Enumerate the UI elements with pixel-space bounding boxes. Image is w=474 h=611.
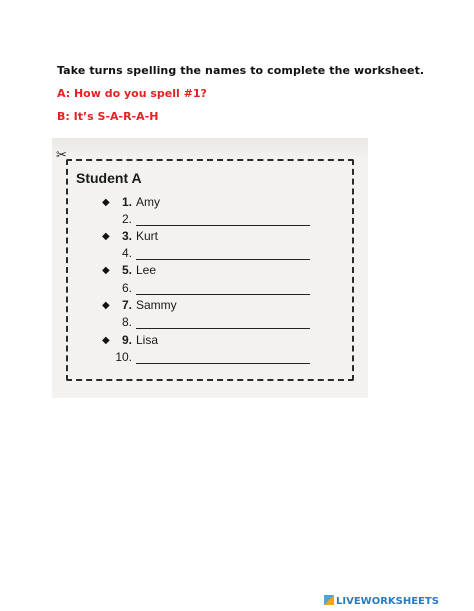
item-number: 4. <box>121 246 132 260</box>
item-name: Lee <box>136 263 157 277</box>
item-name: Kurt <box>136 229 159 243</box>
answer-blank[interactable] <box>136 225 310 226</box>
diamond-icon: ◆ <box>102 335 110 346</box>
item-number: 7. <box>121 298 132 312</box>
answer-blank[interactable] <box>136 294 310 295</box>
item-number: 1. <box>121 195 132 209</box>
worksheet-heading: Student A <box>76 170 142 186</box>
item-number: 3. <box>121 229 132 243</box>
item-number: 10. <box>115 350 132 364</box>
item-number: 8. <box>121 315 132 329</box>
diamond-icon: ◆ <box>102 300 110 311</box>
item-number: 6. <box>121 281 132 295</box>
diamond-icon: ◆ <box>102 265 110 276</box>
list-item <box>52 245 368 263</box>
item-name: Lisa <box>136 333 159 347</box>
list-item <box>52 314 368 332</box>
list-item <box>52 194 368 212</box>
item-name: Sammy <box>136 298 177 312</box>
liveworksheets-logo[interactable] <box>324 595 439 607</box>
list-item <box>52 211 368 229</box>
scissors-icon: ✂ <box>56 148 67 163</box>
item-number: 9. <box>121 333 132 347</box>
answer-blank[interactable] <box>136 328 310 329</box>
list-item <box>52 228 368 246</box>
item-name: Amy <box>136 195 160 209</box>
list-item <box>52 297 368 315</box>
answer-blank[interactable] <box>136 363 310 364</box>
diamond-icon: ◆ <box>102 231 110 242</box>
worksheet-scan <box>52 138 368 398</box>
list-item <box>52 262 368 280</box>
item-number: 2. <box>121 212 132 226</box>
list-item <box>52 280 368 298</box>
list-item <box>52 332 368 350</box>
list-item <box>52 349 368 367</box>
logo-mark-icon <box>324 595 334 605</box>
logo-text: LIVEWORKSHEETS <box>336 596 439 607</box>
dialogue-line-b: B: It’s S-A-R-A-H <box>57 110 159 123</box>
diamond-icon: ◆ <box>102 197 110 208</box>
dialogue-line-a: A: How do you spell #1? <box>57 87 207 100</box>
answer-blank[interactable] <box>136 259 310 260</box>
instructions-text: Take turns spelling the names to complete the worksheet. <box>57 64 425 77</box>
item-number: 5. <box>121 263 132 277</box>
